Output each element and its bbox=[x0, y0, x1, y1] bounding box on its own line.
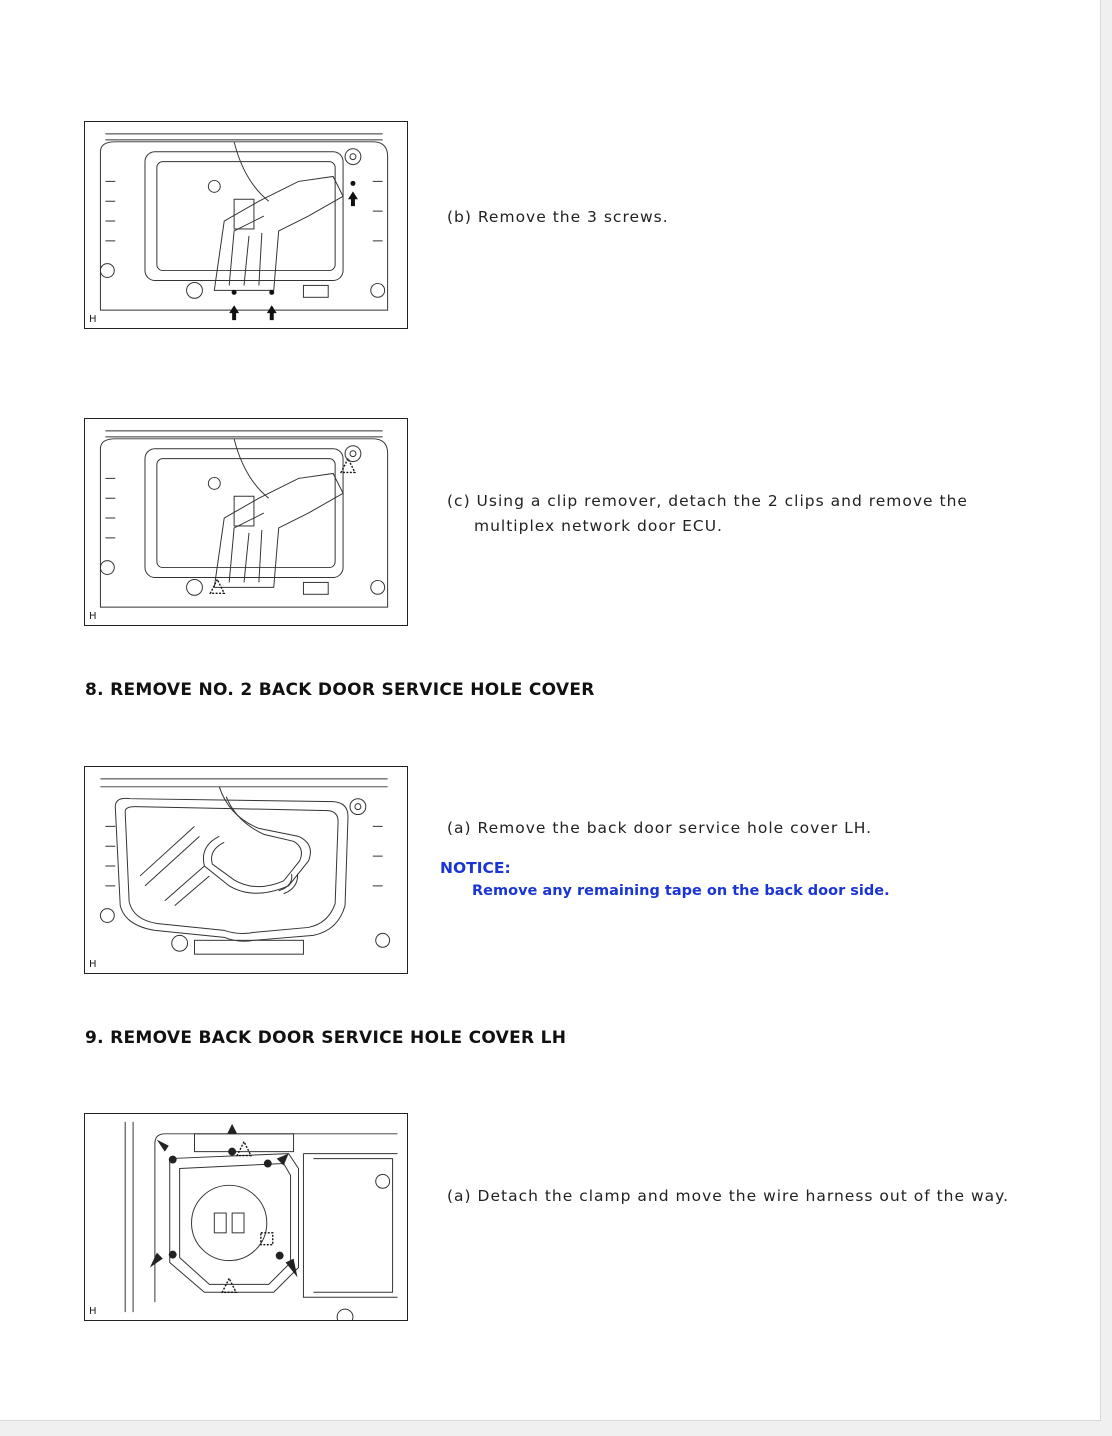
notice-text: Remove any remaining tape on the back door side. bbox=[472, 883, 890, 899]
door-panel-illustration bbox=[85, 767, 407, 973]
figure-service-hole-cover bbox=[84, 766, 408, 974]
figure-label: H bbox=[89, 611, 97, 622]
door-panel-illustration bbox=[85, 419, 407, 625]
figure-ecu-screws bbox=[84, 121, 408, 329]
step-c-detach-clips: (c) Using a clip remover, detach the 2 clips and remove the multiplex network door ECU. bbox=[447, 492, 968, 535]
figure-ecu-clips bbox=[84, 418, 408, 626]
section-9-heading: 9. REMOVE BACK DOOR SERVICE HOLE COVER LH bbox=[85, 1028, 567, 1048]
door-panel-illustration bbox=[85, 1114, 407, 1320]
figure-wire-harness-clamp bbox=[84, 1113, 408, 1321]
step-a-remove-cover: (a) Remove the back door service hole cover LH. bbox=[447, 819, 873, 837]
notice-title: NOTICE: bbox=[440, 859, 511, 877]
figure-label: H bbox=[89, 1306, 97, 1317]
figure-label: H bbox=[89, 314, 97, 325]
figure-label: H bbox=[89, 959, 97, 970]
door-panel-illustration bbox=[85, 122, 407, 328]
step-b-remove-screws: (b) Remove the 3 screws. bbox=[447, 208, 669, 226]
step-a-detach-clamp: (a) Detach the clamp and move the wire harness out of the way. bbox=[447, 1187, 1010, 1205]
section-8-heading: 8. REMOVE NO. 2 BACK DOOR SERVICE HOLE COVER bbox=[85, 680, 595, 700]
